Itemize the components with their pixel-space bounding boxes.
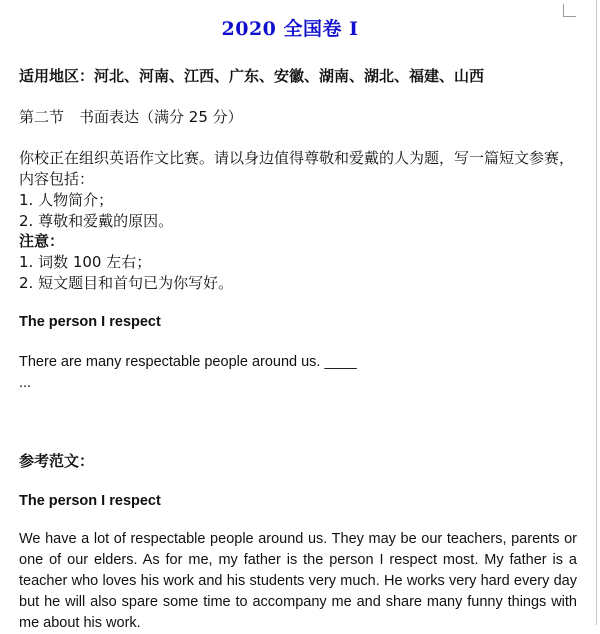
sample-essay-text: We have a lot of respectable people around us. They may be our teachers, parents or one of our elders. As for me, my father is the person I respect most. My father is a teacher who loves his work and his students very much. He works very hard every day but he will also spare some time to accompany me and share many funny things with me about his work. <box>19 531 577 631</box>
note-item: 1. 词数 100 左右； <box>19 253 152 271</box>
sample-label: 参考范文： <box>19 452 95 470</box>
ellipsis: ... <box>19 375 32 391</box>
page-edge <box>596 0 597 625</box>
document-title: 2020 全国卷 I <box>221 18 359 40</box>
note-item: 2. 短文题目和首句已为你写好。 <box>19 274 234 292</box>
task-item: 2. 尊敬和爱戴的原因。 <box>19 212 174 230</box>
section-heading: 第二节 书面表达（满分 25 分） <box>19 108 243 126</box>
applicable-regions: 适用地区：河北、河南、江西、广东、安徽、湖南、湖北、福建、山西 <box>19 67 485 85</box>
notes-label: 注意： <box>19 232 65 250</box>
task-intro: 你校正在组织英语作文比赛。请以身边值得尊敬和爱戴的人为题，写一篇短文参赛，内容包括： <box>19 149 575 188</box>
essay-title: The person I respect <box>19 314 161 330</box>
task-item: 1. 人物简介； <box>19 191 114 209</box>
essay-first-line: There are many respectable people around us. ____ <box>19 354 357 370</box>
sample-essay-title: The person I respect <box>19 493 161 509</box>
